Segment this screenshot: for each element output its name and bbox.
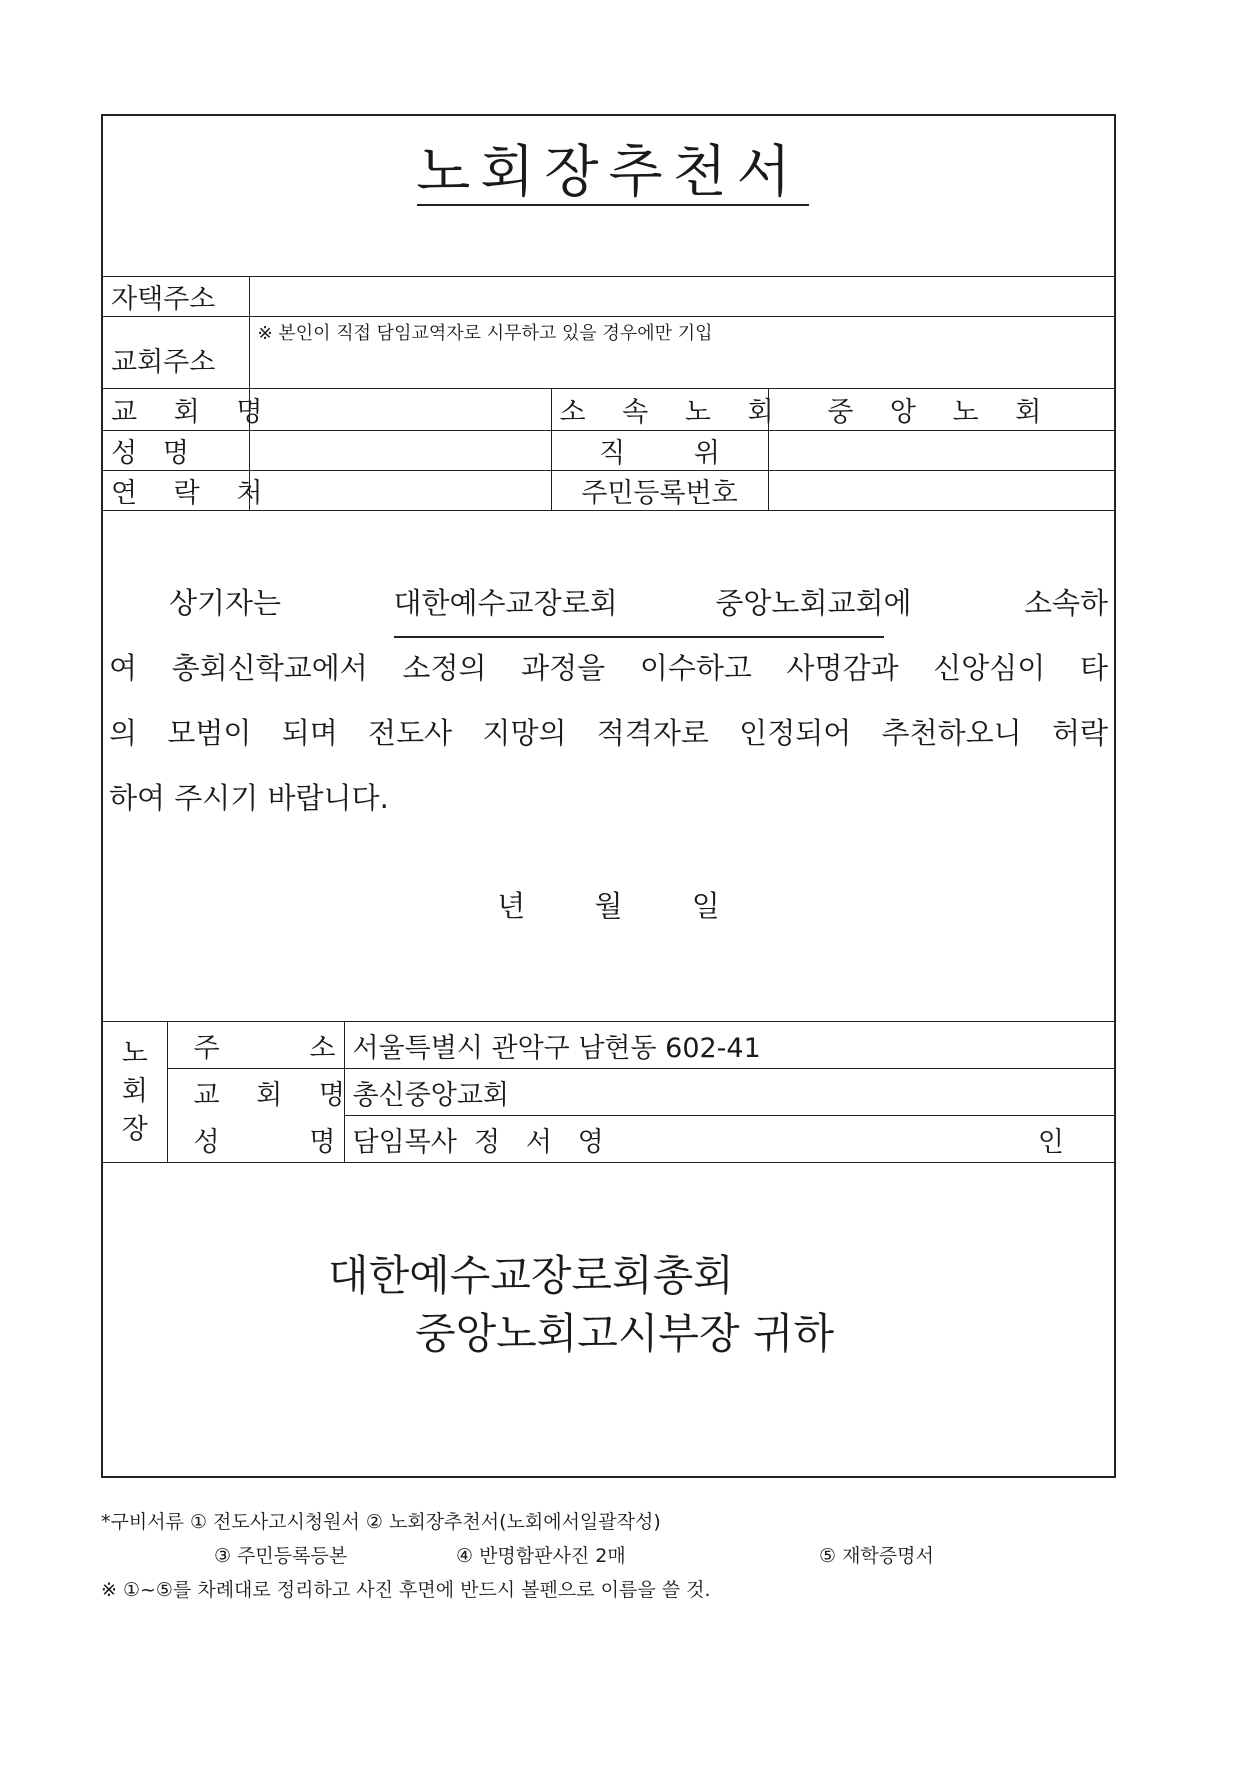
contact-label: 연 락 처: [103, 471, 249, 511]
seal-mark: 인: [1037, 1126, 1064, 1158]
sig-church-value: 총신중앙교회: [344, 1069, 1114, 1116]
page-title: 노회장추천서: [416, 140, 801, 205]
sig-name-cell: [344, 1116, 1114, 1163]
body-suffix: 에 소속하: [883, 586, 1108, 620]
body-prefix: 상기자는: [169, 586, 282, 620]
recipient-line-1: 대한예수교장로회총회: [328, 1251, 734, 1300]
sig-address-value: 서울특별시 관악구 남현동 602-41: [344, 1022, 1114, 1069]
body-line-1: [109, 571, 1108, 636]
footer-line-1: *구비서류 ① 전도사고시청원서 ② 노회장추천서(노회에서일괄작성): [101, 1511, 661, 1533]
church-fill-end: 교회: [827, 586, 884, 620]
position-label: 직 위: [551, 431, 768, 471]
section-divider-bottom: [103, 1162, 1114, 1163]
footer-line-2: ③ 주민등록등본 ④ 반명함판사진 2매 ⑤ 재학증명서: [214, 1545, 934, 1567]
presbytery-head-table: [103, 1021, 1114, 1163]
body-line-3: 의 모범이 되며 전도사 지망의 적격자로 인정되어 추천하오니 허락: [109, 716, 1108, 750]
body-line-2: 여 총회신학교에서 소정의 과정을 이수하고 사명감과 신앙심이 타: [109, 651, 1108, 685]
church-fill: 대한예수교장로회 중앙노회: [393, 586, 828, 620]
applicant-info-table: [103, 276, 1114, 511]
church-address-label: 교회주소: [103, 317, 249, 389]
resident-no-field[interactable]: [768, 471, 1114, 511]
church-name-label: 교 회 명: [103, 389, 249, 431]
side-char-1: 노: [121, 1038, 148, 1069]
sig-church-label: 교 회 명: [167, 1069, 344, 1116]
sig-name-label: 성 명: [167, 1116, 344, 1163]
recipient-line-2: 중앙노회고시부장 귀하: [415, 1309, 835, 1358]
position-field[interactable]: [768, 431, 1114, 471]
body-line-4: 하여 주시기 바랍니다.: [109, 781, 389, 815]
presbytery-value: 중 앙 노 회: [768, 389, 1114, 431]
church-address-field[interactable]: [249, 317, 1114, 389]
footer-line-3: ※ ①~⑤를 차례대로 정리하고 사진 후면에 반드시 볼펜으로 이름을 쓸 것.: [101, 1579, 711, 1601]
resident-no-label: 주민등록번호: [551, 471, 768, 511]
date-line: 년 월 일: [497, 889, 720, 923]
church-address-note: ※ 본인이 직접 담임교역자로 시무하고 있을 경우에만 기입: [257, 323, 713, 344]
recommendation-body: [103, 571, 1114, 831]
presbytery-head-side-label: [103, 1022, 167, 1163]
contact-field[interactable]: [249, 471, 551, 511]
side-char-3: 장: [121, 1114, 148, 1145]
home-address-field[interactable]: [249, 277, 1114, 317]
name-label: 성 명: [103, 431, 249, 471]
required-documents-note: [101, 1505, 934, 1607]
form-frame: [101, 114, 1116, 1478]
sig-name-value: 담임목사 정 서 영: [352, 1126, 604, 1158]
church-name-field[interactable]: [249, 389, 551, 431]
title-underline: [417, 204, 809, 206]
sig-address-label: 주 소: [167, 1022, 344, 1069]
presbytery-label: 소 속 노 회: [551, 389, 768, 431]
church-fill-underline: [394, 571, 884, 638]
name-field[interactable]: [249, 431, 551, 471]
side-char-2: 회: [121, 1076, 148, 1107]
home-address-label: 자택주소: [103, 277, 249, 317]
